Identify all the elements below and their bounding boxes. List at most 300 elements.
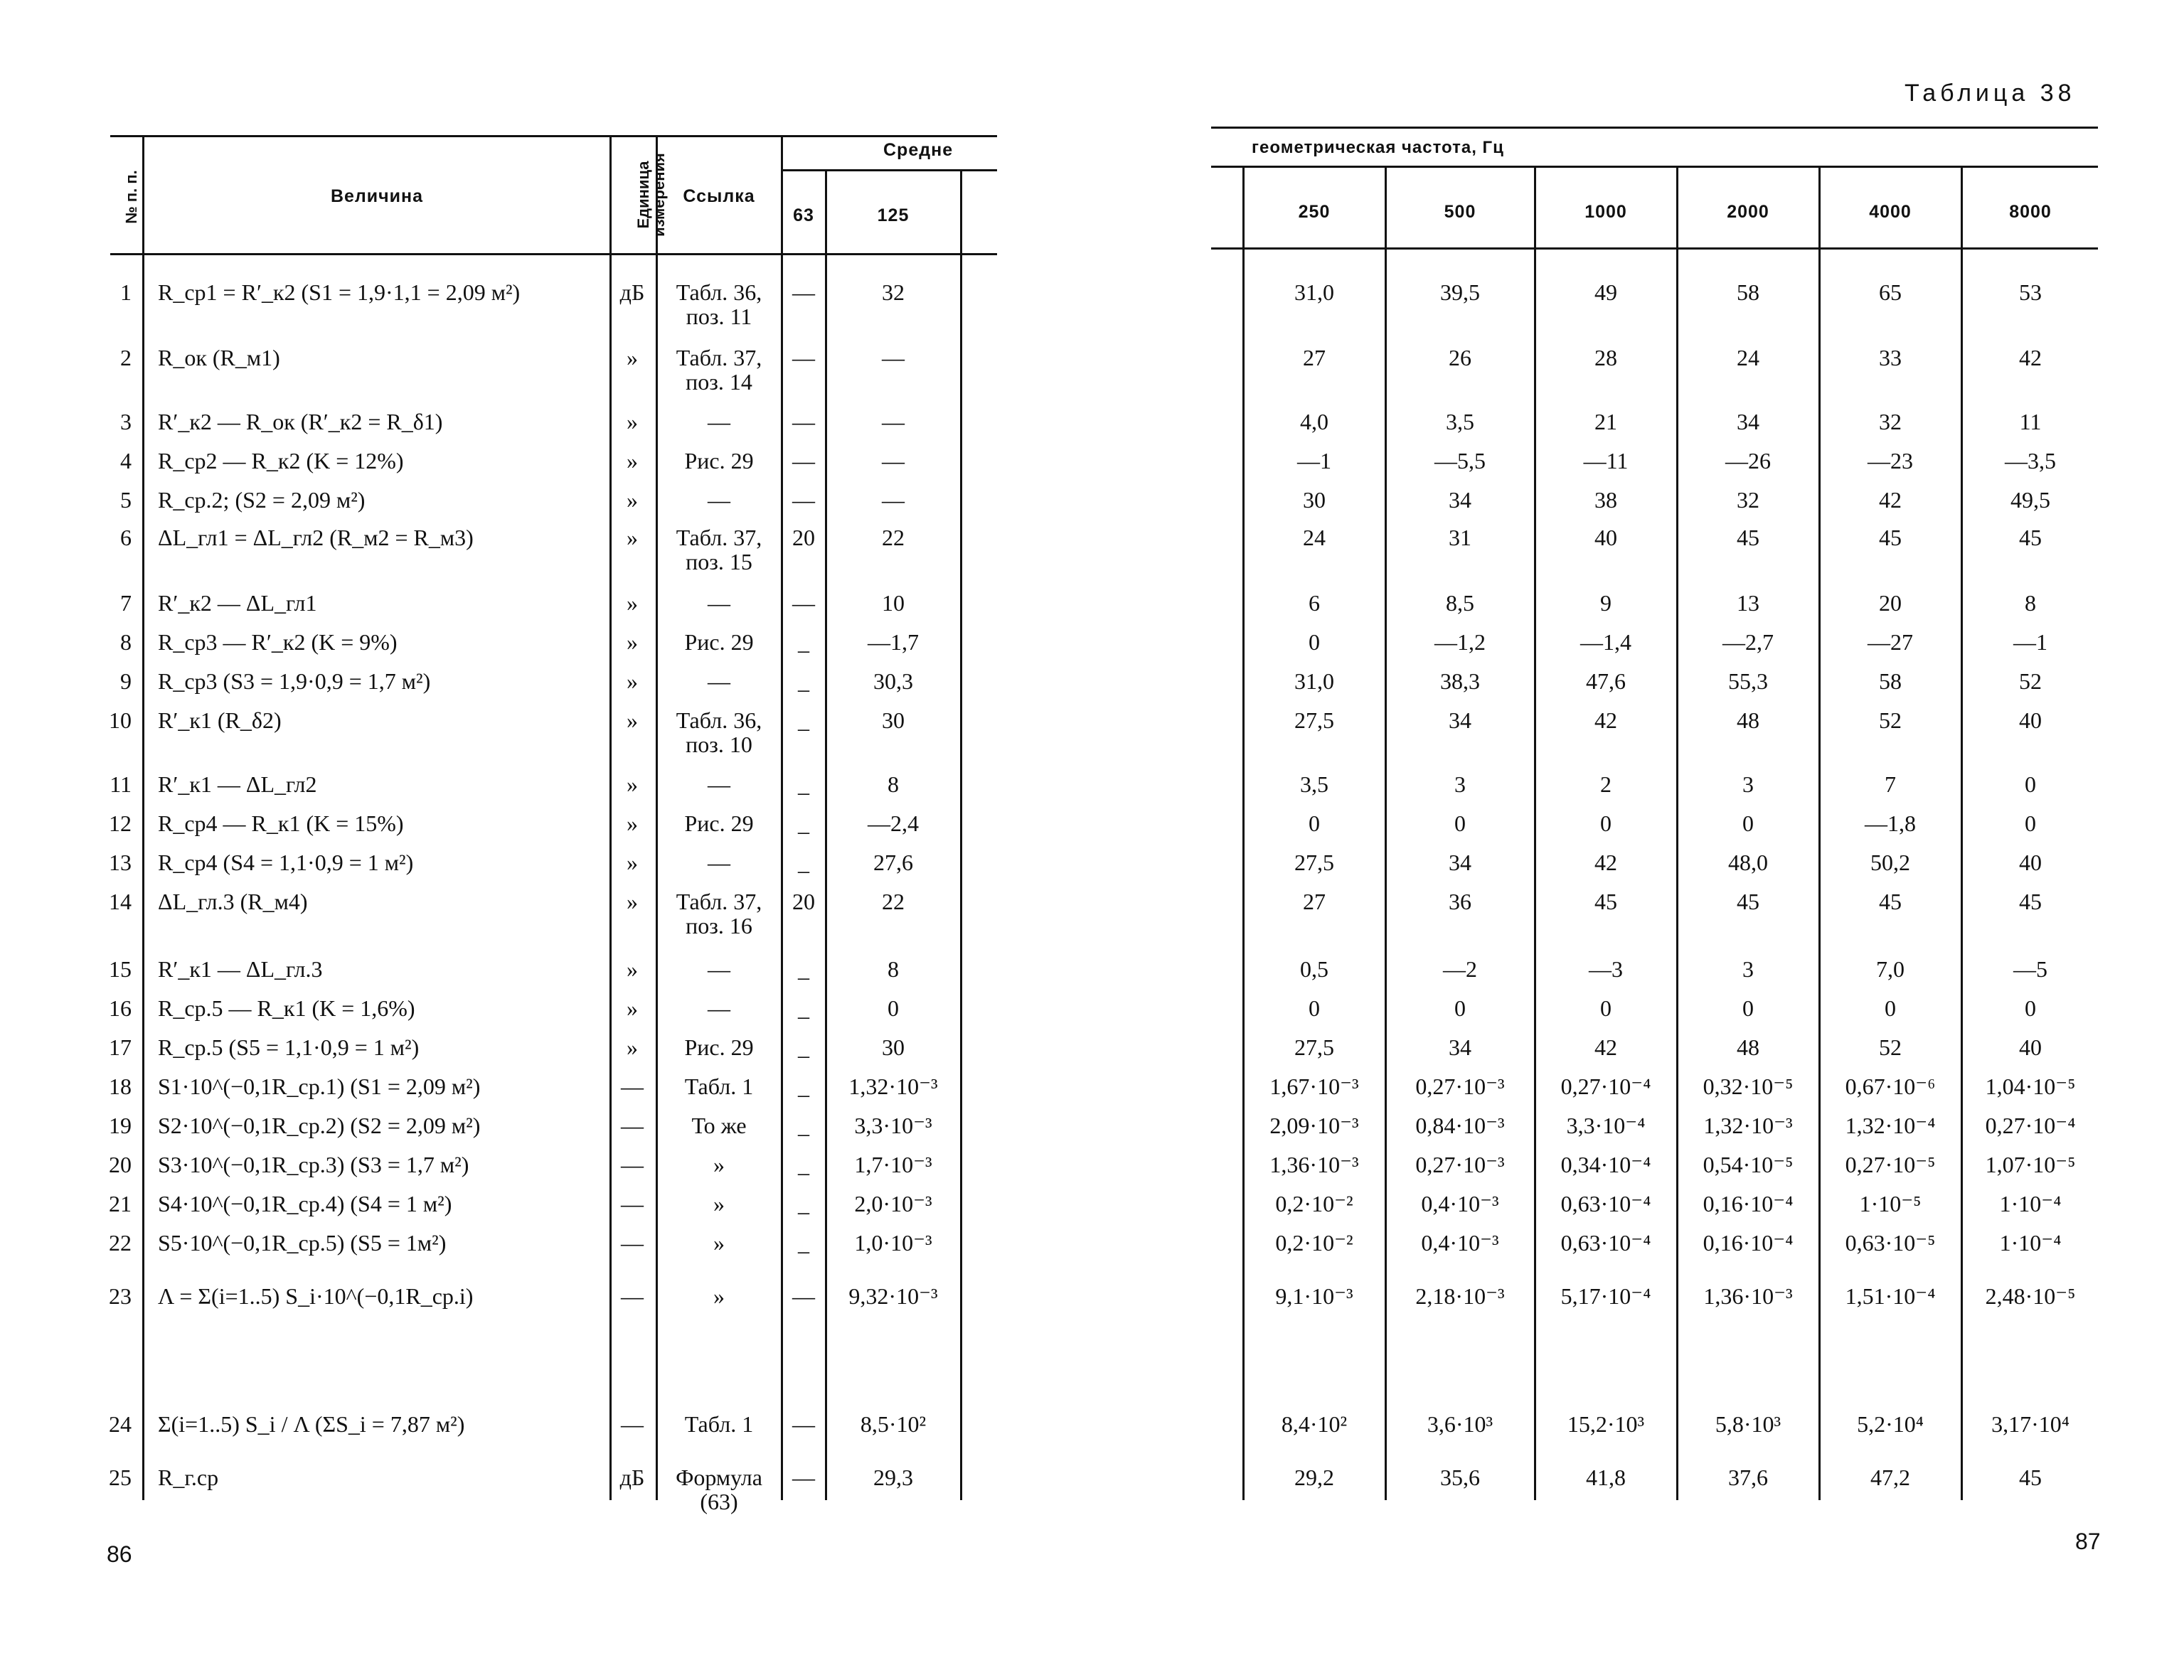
- unit-cell: »: [627, 771, 638, 797]
- value-cell: _: [798, 1191, 809, 1216]
- value-cell: 3: [1742, 956, 1754, 982]
- value-cell: 47,2: [1870, 1465, 1910, 1490]
- row-number: 18: [109, 1074, 132, 1099]
- value-cell: 0: [1309, 810, 1320, 836]
- unit-cell: »: [627, 487, 638, 513]
- quantity-cell: R_г.ср: [158, 1465, 219, 1490]
- unit-cell: »: [627, 590, 638, 616]
- value-cell: 58: [1737, 279, 1759, 305]
- reference-cell: —: [708, 590, 730, 616]
- quantity-cell: R′_к1 — ΔL_гл.3: [158, 956, 323, 982]
- value-cell: 0,16·10⁻⁴: [1703, 1230, 1794, 1256]
- row-number: 25: [109, 1465, 132, 1490]
- header-group-left: Средне: [883, 140, 954, 160]
- value-cell: 45: [1737, 889, 1759, 914]
- value-cell: —1: [1297, 448, 1331, 473]
- value-cell: 0: [1742, 995, 1754, 1021]
- value-cell: 0,32·10⁻⁵: [1703, 1074, 1794, 1099]
- value-cell: —: [792, 487, 815, 513]
- reference-cell-line2: поз. 16: [686, 913, 752, 938]
- quantity-cell: R_ср3 (S3 = 1,9·0,9 = 1,7 м²): [158, 668, 431, 694]
- value-cell: 45: [2019, 525, 2042, 550]
- value-cell: 32: [1737, 487, 1759, 513]
- unit-cell: »: [627, 629, 638, 655]
- unit-cell: —: [621, 1152, 644, 1177]
- value-cell: 3,5: [1446, 409, 1474, 434]
- quantity-cell: S2·10^(−0,1R_ср.2) (S2 = 2,09 м²): [158, 1113, 481, 1138]
- value-cell: —: [792, 1465, 815, 1490]
- row-number: 14: [109, 889, 132, 914]
- reference-cell: »: [713, 1230, 725, 1256]
- quantity-cell: R′_к2 — ΔL_гл1: [158, 590, 317, 616]
- value-cell: 5,8·10³: [1715, 1411, 1781, 1437]
- unit-cell: »: [627, 995, 638, 1021]
- value-cell: _: [798, 1074, 809, 1099]
- unit-cell: —: [621, 1283, 644, 1309]
- table-title: Таблица 38: [1905, 80, 2076, 107]
- value-cell: 45: [2019, 1465, 2042, 1490]
- value-cell: 1·10⁻⁴: [1999, 1191, 2062, 1216]
- quantity-cell: S3·10^(−0,1R_ср.3) (S3 = 1,7 м²): [158, 1152, 469, 1177]
- header-freq-250: 250: [1298, 202, 1331, 222]
- value-cell: 31,0: [1294, 279, 1334, 305]
- value-cell: 32: [882, 279, 905, 305]
- value-cell: —2,4: [868, 810, 919, 836]
- value-cell: 52: [2019, 668, 2042, 694]
- value-cell: 0: [2025, 771, 2036, 797]
- value-cell: 0,2·10⁻²: [1275, 1191, 1353, 1216]
- value-cell: —: [792, 590, 815, 616]
- quantity-cell: S5·10^(−0,1R_ср.5) (S5 = 1м²): [158, 1230, 447, 1256]
- value-cell: 42: [1594, 850, 1617, 875]
- value-cell: 0,63·10⁻⁴: [1560, 1191, 1651, 1216]
- header-freq-125: 125: [877, 205, 910, 225]
- value-cell: 3: [1742, 771, 1754, 797]
- reference-cell: Рис. 29: [684, 1034, 754, 1060]
- reference-cell: —: [708, 995, 730, 1021]
- rule-header-right: [1211, 247, 2098, 250]
- value-cell: —1,4: [1580, 629, 1631, 655]
- reference-cell: То же: [691, 1113, 747, 1138]
- quantity-cell: ΔL_гл.3 (R_м4): [158, 889, 308, 914]
- value-cell: 20: [792, 525, 815, 550]
- row-number: 4: [120, 448, 132, 473]
- value-cell: —11: [1583, 448, 1629, 473]
- value-cell: 2,09·10⁻³: [1269, 1113, 1359, 1138]
- value-cell: 39,5: [1440, 279, 1480, 305]
- value-cell: 65: [1879, 279, 1902, 305]
- value-cell: 0: [1742, 810, 1754, 836]
- quantity-cell: R_ср.2; (S2 = 2,09 м²): [158, 487, 366, 513]
- value-cell: _: [798, 1034, 809, 1060]
- rule-group-left: [782, 169, 997, 171]
- value-cell: 40: [2019, 850, 2042, 875]
- value-cell: 0,2·10⁻²: [1275, 1230, 1353, 1256]
- reference-cell-line2: поз. 10: [686, 732, 752, 757]
- value-cell: 40: [2019, 1034, 2042, 1060]
- reference-cell: —: [708, 771, 730, 797]
- quantity-cell: R_ок (R_м1): [158, 345, 280, 370]
- value-cell: —3,5: [2005, 448, 2056, 473]
- reference-cell: »: [713, 1152, 725, 1177]
- reference-cell: Табл. 37,: [676, 889, 762, 914]
- quantity-cell: R_ср4 — R_к1 (K = 15%): [158, 810, 404, 836]
- value-cell: —: [792, 1283, 815, 1309]
- quantity-cell: R′_к2 — R_ок (R′_к2 = R_δ1): [158, 409, 443, 434]
- value-cell: 52: [1879, 707, 1902, 733]
- value-cell: 40: [2019, 707, 2042, 733]
- value-cell: 24: [1737, 345, 1759, 370]
- value-cell: 33: [1879, 345, 1902, 370]
- value-cell: —: [792, 345, 815, 370]
- quantity-cell: ΔL_гл1 = ΔL_гл2 (R_м2 = R_м3): [158, 525, 474, 550]
- value-cell: 20: [792, 889, 815, 914]
- reference-cell: Табл. 37,: [676, 525, 762, 550]
- value-cell: 48: [1737, 707, 1759, 733]
- value-cell: 58: [1879, 668, 1902, 694]
- value-cell: —2,7: [1722, 629, 1774, 655]
- unit-cell: —: [621, 1191, 644, 1216]
- value-cell: _: [798, 810, 809, 836]
- value-cell: 31,0: [1294, 668, 1334, 694]
- value-cell: 6: [1309, 590, 1320, 616]
- value-cell: 38: [1594, 487, 1617, 513]
- reference-cell: Табл. 1: [684, 1411, 754, 1437]
- value-cell: 0: [1885, 995, 1896, 1021]
- value-cell: 49: [1594, 279, 1617, 305]
- value-cell: —: [882, 448, 905, 473]
- row-number: 11: [110, 771, 132, 797]
- value-cell: 28: [1594, 345, 1617, 370]
- value-cell: 49,5: [2010, 487, 2050, 513]
- value-cell: 2,0·10⁻³: [854, 1191, 932, 1216]
- value-cell: —: [792, 1411, 815, 1437]
- header-ref: Ссылка: [683, 186, 755, 206]
- value-cell: 3,6·10³: [1427, 1411, 1493, 1437]
- page-number-left: 86: [107, 1541, 132, 1567]
- header-unit-line1: Единица: [634, 161, 652, 229]
- value-cell: 20: [1879, 590, 1902, 616]
- value-cell: 0: [1309, 629, 1320, 655]
- unit-cell: »: [627, 448, 638, 473]
- reference-cell: Табл. 36,: [676, 707, 762, 733]
- value-cell: 1,32·10⁻⁴: [1845, 1113, 1936, 1138]
- value-cell: 4,0: [1300, 409, 1328, 434]
- value-cell: 0: [1454, 810, 1466, 836]
- value-cell: —5: [2013, 956, 2047, 982]
- value-cell: 42: [1594, 707, 1617, 733]
- value-cell: 9,1·10⁻³: [1275, 1283, 1353, 1309]
- value-cell: 8,5·10²: [860, 1411, 927, 1437]
- page-number-right: 87: [2075, 1529, 2101, 1554]
- value-cell: 0: [2025, 995, 2036, 1021]
- value-cell: 8,4·10²: [1281, 1411, 1348, 1437]
- value-cell: 24: [1303, 525, 1326, 550]
- row-number: 20: [109, 1152, 132, 1177]
- reference-cell: Табл. 37,: [676, 345, 762, 370]
- header-freq-63: 63: [793, 205, 814, 225]
- value-cell: —26: [1725, 448, 1771, 473]
- unit-cell: »: [627, 810, 638, 836]
- value-cell: 45: [1737, 525, 1759, 550]
- value-cell: 27,5: [1294, 707, 1334, 733]
- value-cell: 0: [888, 995, 899, 1021]
- value-cell: 52: [1879, 1034, 1902, 1060]
- value-cell: 8: [888, 771, 899, 797]
- value-cell: 48: [1737, 1034, 1759, 1060]
- value-cell: 3,17·10⁴: [1991, 1411, 2070, 1437]
- value-cell: 34: [1449, 487, 1471, 513]
- value-cell: 0,4·10⁻³: [1421, 1191, 1499, 1216]
- value-cell: 0,5: [1300, 956, 1328, 982]
- rule-top-left: [110, 135, 997, 137]
- row-number: 10: [109, 707, 132, 733]
- row-number: 5: [120, 487, 132, 513]
- value-cell: 35,6: [1440, 1465, 1480, 1490]
- value-cell: 2,18·10⁻³: [1415, 1283, 1505, 1309]
- reference-cell: —: [708, 409, 730, 434]
- reference-cell-line2: поз. 14: [686, 369, 752, 395]
- reference-cell: —: [708, 668, 730, 694]
- value-cell: _: [798, 1152, 809, 1177]
- row-number: 1: [120, 279, 132, 305]
- unit-cell: дБ: [619, 279, 645, 305]
- value-cell: 1,67·10⁻³: [1269, 1074, 1359, 1099]
- value-cell: 3: [1454, 771, 1466, 797]
- reference-cell: Формула: [676, 1465, 762, 1490]
- value-cell: 42: [2019, 345, 2042, 370]
- value-cell: 40: [1594, 525, 1617, 550]
- row-number: 19: [109, 1113, 132, 1138]
- value-cell: 0,27·10⁻⁴: [1985, 1113, 2076, 1138]
- unit-cell: —: [621, 1230, 644, 1256]
- rule-group-right: [1211, 166, 2098, 168]
- value-cell: —1,2: [1434, 629, 1486, 655]
- value-cell: 7,0: [1876, 956, 1905, 982]
- unit-cell: »: [627, 409, 638, 434]
- reference-cell: Табл. 36,: [676, 279, 762, 305]
- value-cell: —2: [1443, 956, 1477, 982]
- unit-cell: —: [621, 1074, 644, 1099]
- value-cell: 34: [1449, 1034, 1471, 1060]
- value-cell: 8,5: [1446, 590, 1474, 616]
- value-cell: —5,5: [1434, 448, 1486, 473]
- vline-125: [960, 171, 962, 1500]
- value-cell: 3,5: [1300, 771, 1328, 797]
- value-cell: 1·10⁻⁵: [1859, 1191, 1922, 1216]
- reference-cell: Рис. 29: [684, 448, 754, 473]
- value-cell: 32: [1879, 409, 1902, 434]
- value-cell: 0,4·10⁻³: [1421, 1230, 1499, 1256]
- quantity-cell: R_ср4 (S4 = 1,1·0,9 = 1 м²): [158, 850, 414, 875]
- value-cell: 1,07·10⁻⁵: [1985, 1152, 2076, 1177]
- reference-cell-line2: поз. 15: [686, 549, 752, 574]
- value-cell: 29,3: [873, 1465, 913, 1490]
- value-cell: 0: [1454, 995, 1466, 1021]
- value-cell: 30,3: [873, 668, 913, 694]
- value-cell: 27,5: [1294, 850, 1334, 875]
- row-number: 9: [120, 668, 132, 694]
- value-cell: 30: [1303, 487, 1326, 513]
- value-cell: 29,2: [1294, 1465, 1334, 1490]
- value-cell: 37,6: [1728, 1465, 1768, 1490]
- quantity-cell: R_ср1 = R′_к2 (S1 = 1,9·1,1 = 2,09 м²): [158, 279, 521, 305]
- value-cell: —1: [2013, 629, 2047, 655]
- value-cell: 22: [882, 889, 905, 914]
- value-cell: —27: [1868, 629, 1913, 655]
- value-cell: 13: [1737, 590, 1759, 616]
- value-cell: 21: [1594, 409, 1617, 434]
- value-cell: 0,27·10⁻⁵: [1845, 1152, 1936, 1177]
- value-cell: 41,8: [1586, 1465, 1626, 1490]
- quantity-cell: R′_к1 (R_δ2): [158, 707, 282, 733]
- value-cell: _: [798, 995, 809, 1021]
- unit-cell: »: [627, 525, 638, 550]
- row-number: 13: [109, 850, 132, 875]
- reference-cell: —: [708, 850, 730, 875]
- reference-cell: —: [708, 487, 730, 513]
- value-cell: 48,0: [1728, 850, 1768, 875]
- value-cell: —: [882, 345, 905, 370]
- row-number: 16: [109, 995, 132, 1021]
- reference-cell: »: [713, 1283, 725, 1309]
- value-cell: _: [798, 1113, 809, 1138]
- header-unit-line2: измерения: [650, 153, 668, 237]
- unit-cell: »: [627, 668, 638, 694]
- value-cell: 27: [1303, 889, 1326, 914]
- value-cell: 1,7·10⁻³: [854, 1152, 932, 1177]
- value-cell: 0,34·10⁻⁴: [1560, 1152, 1651, 1177]
- value-cell: 0,16·10⁻⁴: [1703, 1191, 1794, 1216]
- value-cell: 8: [2025, 590, 2036, 616]
- value-cell: 30: [882, 707, 905, 733]
- header-quantity: Величина: [330, 186, 424, 206]
- row-number: 8: [120, 629, 132, 655]
- value-cell: 45: [1594, 889, 1617, 914]
- row-number: 7: [120, 590, 132, 616]
- value-cell: 5,17·10⁻⁴: [1560, 1283, 1651, 1309]
- value-cell: 3,3·10⁻⁴: [1566, 1113, 1646, 1138]
- row-number: 21: [109, 1191, 132, 1216]
- value-cell: 27,5: [1294, 1034, 1334, 1060]
- header-freq-2000: 2000: [1727, 202, 1769, 222]
- quantity-cell: S4·10^(−0,1R_ср.4) (S4 = 1 м²): [158, 1191, 452, 1216]
- row-number: 3: [120, 409, 132, 434]
- value-cell: _: [798, 771, 809, 797]
- value-cell: 42: [1879, 487, 1902, 513]
- reference-cell-line2: поз. 11: [686, 304, 752, 329]
- quantity-cell: R_ср.5 — R_к1 (K = 1,6%): [158, 995, 415, 1021]
- value-cell: 0: [1600, 995, 1612, 1021]
- value-cell: _: [798, 1230, 809, 1256]
- value-cell: 9: [1600, 590, 1612, 616]
- value-cell: 3,3·10⁻³: [854, 1113, 932, 1138]
- header-freq-1000: 1000: [1584, 202, 1627, 222]
- quantity-cell: R_ср.5 (S5 = 1,1·0,9 = 1 м²): [158, 1034, 420, 1060]
- value-cell: 47,6: [1586, 668, 1626, 694]
- value-cell: 0,63·10⁻⁴: [1560, 1230, 1651, 1256]
- row-number: 12: [109, 810, 132, 836]
- value-cell: 0: [1600, 810, 1612, 836]
- row-number: 22: [109, 1230, 132, 1256]
- value-cell: 55,3: [1728, 668, 1768, 694]
- value-cell: 1,32·10⁻³: [848, 1074, 938, 1099]
- row-number: 15: [109, 956, 132, 982]
- reference-cell: —: [708, 956, 730, 982]
- value-cell: 50,2: [1870, 850, 1910, 875]
- value-cell: 15,2·10³: [1567, 1411, 1645, 1437]
- value-cell: 38,3: [1440, 668, 1480, 694]
- value-cell: 31: [1449, 525, 1471, 550]
- value-cell: 0,84·10⁻³: [1415, 1113, 1505, 1138]
- value-cell: —3: [1589, 956, 1623, 982]
- reference-cell: Рис. 29: [684, 810, 754, 836]
- row-number: 24: [109, 1411, 132, 1437]
- value-cell: 2,48·10⁻⁵: [1985, 1283, 2076, 1309]
- header-freq-500: 500: [1444, 202, 1476, 222]
- unit-cell: —: [621, 1113, 644, 1138]
- reference-cell: Табл. 1: [684, 1074, 754, 1099]
- value-cell: 0: [1309, 995, 1320, 1021]
- unit-cell: »: [627, 956, 638, 982]
- rule-header-left: [110, 253, 997, 255]
- quantity-cell: R_ср3 — R′_к2 (K = 9%): [158, 629, 398, 655]
- value-cell: 34: [1449, 850, 1471, 875]
- rule-top-right: [1211, 127, 2098, 129]
- value-cell: 0,63·10⁻⁵: [1845, 1230, 1936, 1256]
- header-group-right: геометрическая частота, Гц: [1252, 138, 1504, 157]
- value-cell: 34: [1737, 409, 1759, 434]
- value-cell: —: [882, 409, 905, 434]
- reference-cell-line2: (63): [700, 1489, 738, 1514]
- unit-cell: дБ: [619, 1465, 645, 1490]
- row-number: 23: [109, 1283, 132, 1309]
- unit-cell: »: [627, 707, 638, 733]
- value-cell: 1,36·10⁻³: [1269, 1152, 1359, 1177]
- value-cell: 0,54·10⁻⁵: [1703, 1152, 1794, 1177]
- value-cell: _: [798, 629, 809, 655]
- quantity-cell: Λ = Σ(i=1..5) S_i·10^(−0,1R_ср.i): [158, 1283, 474, 1309]
- reference-cell: »: [713, 1191, 725, 1216]
- value-cell: 7: [1885, 771, 1896, 797]
- value-cell: 53: [2019, 279, 2042, 305]
- value-cell: —: [882, 487, 905, 513]
- value-cell: 1,32·10⁻³: [1703, 1113, 1793, 1138]
- unit-cell: »: [627, 850, 638, 875]
- value-cell: 34: [1449, 707, 1471, 733]
- unit-cell: »: [627, 1034, 638, 1060]
- value-cell: —: [792, 279, 815, 305]
- value-cell: 0,27·10⁻³: [1415, 1152, 1505, 1177]
- value-cell: 1·10⁻⁴: [1999, 1230, 2062, 1256]
- value-cell: 0,27·10⁻³: [1415, 1074, 1505, 1099]
- value-cell: 45: [1879, 525, 1902, 550]
- value-cell: 36: [1449, 889, 1471, 914]
- value-cell: 0,27·10⁻⁴: [1560, 1074, 1651, 1099]
- value-cell: 1,04·10⁻⁵: [1985, 1074, 2076, 1099]
- value-cell: _: [798, 850, 809, 875]
- value-cell: —1,7: [868, 629, 919, 655]
- unit-cell: —: [621, 1411, 644, 1437]
- value-cell: 0: [2025, 810, 2036, 836]
- value-cell: 26: [1449, 345, 1471, 370]
- header-freq-4000: 4000: [1869, 202, 1912, 222]
- value-cell: 45: [1879, 889, 1902, 914]
- value-cell: —1,8: [1865, 810, 1916, 836]
- value-cell: 30: [882, 1034, 905, 1060]
- row-number: 6: [120, 525, 132, 550]
- value-cell: 1,0·10⁻³: [854, 1230, 932, 1256]
